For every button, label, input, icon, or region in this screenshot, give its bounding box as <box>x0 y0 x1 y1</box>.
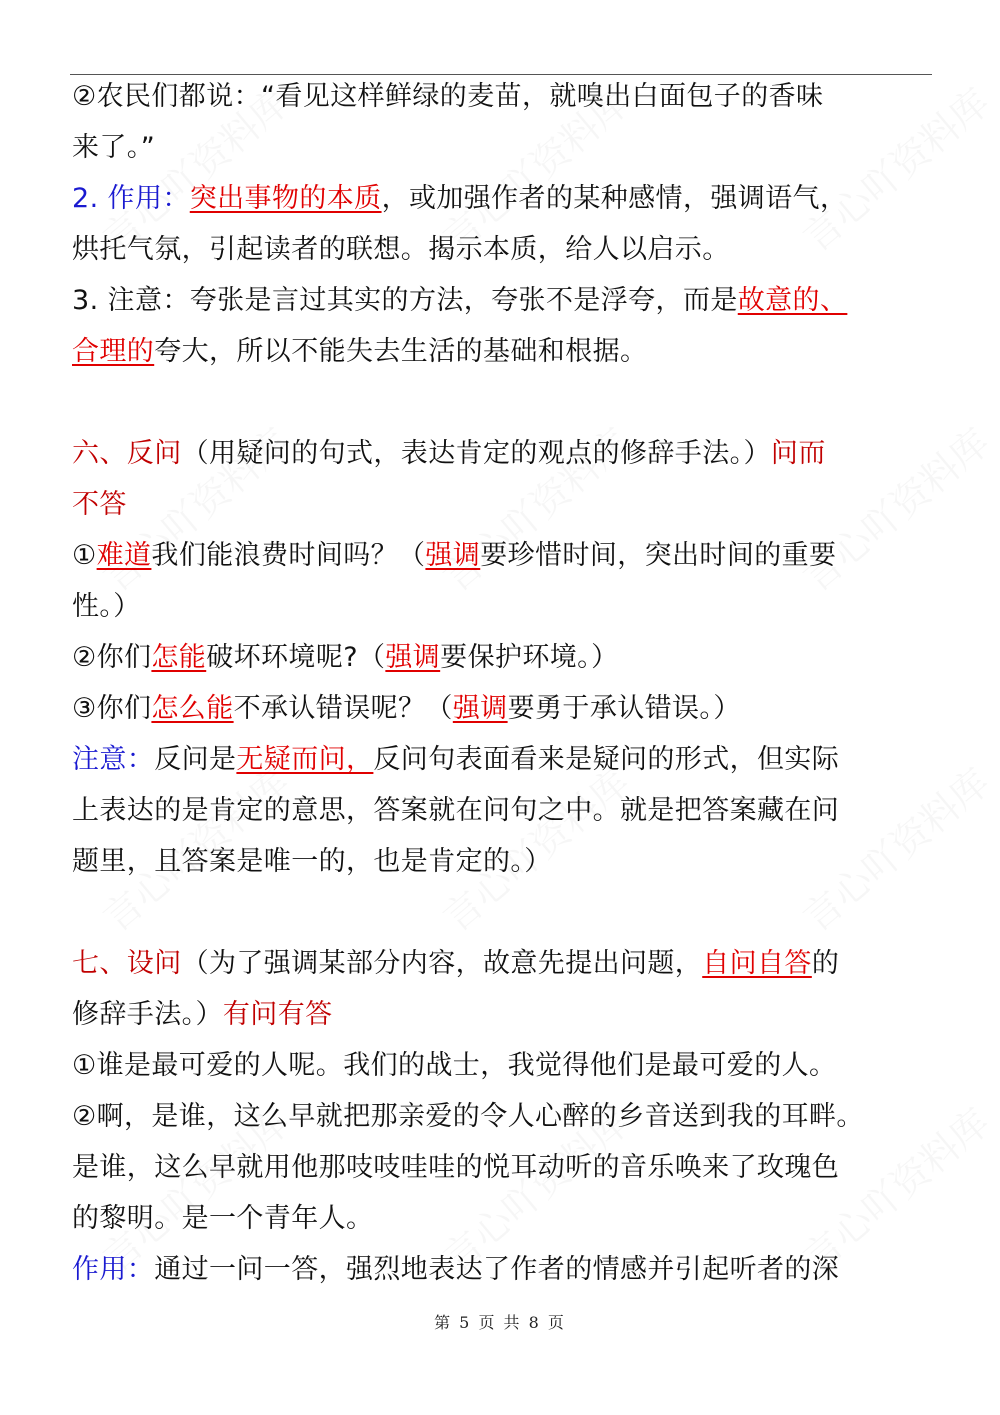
emphasis-text: 怎么能 <box>151 693 234 724</box>
text-line <box>72 590 141 624</box>
emphasis-text: 怎能 <box>151 642 207 673</box>
body-text: 来了。” <box>72 132 156 163</box>
header-rule <box>70 74 932 75</box>
emphasis-text: 强调 <box>425 540 481 571</box>
body-text: 反问句表面看来是疑问的形式，但实际 <box>373 744 840 775</box>
body-text: ，或加强作者的某种感情，强调语气， <box>381 183 848 214</box>
text-line <box>72 794 839 828</box>
emphasis-text: 自问自答 <box>702 948 812 979</box>
body-text: 通过一问一答，强烈地表达了作者的情感并引起听者的深 <box>154 1254 840 1285</box>
text-line <box>72 488 127 522</box>
body-text: （为了强调某部分内容，故意先提出问题， <box>181 948 703 979</box>
body-text: 的黎明。是一个青年人。 <box>72 1203 374 1234</box>
text-line <box>72 692 741 726</box>
text-line <box>72 998 333 1032</box>
body-text: ③你们 <box>72 693 152 724</box>
body-text: （用疑问的句式，表达肯定的观点的修辞手法。） <box>181 438 771 469</box>
text-line <box>72 947 839 981</box>
body-text: 我们能浪费时间吗？（ <box>151 540 426 571</box>
emphasis-text: 合理的 <box>72 336 155 367</box>
body-text: 是谁，这么早就用他那吱吱哇哇的悦耳动听的音乐唤来了玫瑰色 <box>72 1152 840 1183</box>
text-line <box>72 182 847 216</box>
emphasis-text: 强调 <box>452 693 508 724</box>
text-line <box>72 131 155 165</box>
text-line <box>72 1049 836 1083</box>
text-line <box>72 80 823 114</box>
body-text: 要勇于承认错误。） <box>507 693 741 724</box>
page-number: 第 5 页 共 8 页 <box>434 1313 566 1332</box>
body-text: 烘托气氛，引起读者的联想。揭示本质，给人以启示。 <box>72 234 730 265</box>
emphasis-text: 难道 <box>96 540 152 571</box>
body-text: 题里，且答案是唯一的，也是肯定的。） <box>72 846 552 877</box>
text-line <box>72 437 826 471</box>
text-line <box>72 1100 864 1134</box>
text-line <box>72 284 847 318</box>
section-heading: 六、反问 <box>72 438 182 469</box>
emphasis-text: 突出事物的本质 <box>189 183 382 214</box>
body-text: ②啊，是谁，这么早就把那亲爱的令人心醉的乡音送到我的耳畔。 <box>72 1101 864 1132</box>
emphasis-text: 强调 <box>385 642 441 673</box>
section-heading: 问而 <box>770 438 826 469</box>
body-text: 要保护环境。） <box>440 642 619 673</box>
section-heading: 有问有答 <box>222 999 333 1030</box>
label-text: 作用： <box>72 1254 155 1285</box>
body-text: 修辞手法。） <box>72 999 223 1030</box>
body-text: ①谁是最可爱的人呢。我们的战士，我觉得他们是最可爱的人。 <box>72 1050 837 1081</box>
text-line <box>72 335 647 369</box>
section-heading: 不答 <box>72 489 127 520</box>
body-text: 不承认错误呢？（ <box>233 693 453 724</box>
text-line <box>72 1151 839 1185</box>
body-text: 夸大，所以不能失去生活的基础和根据。 <box>154 336 648 367</box>
body-text: ① <box>72 540 97 571</box>
text-line <box>72 233 730 267</box>
body-text: 性。） <box>72 591 141 622</box>
body-text: 的 <box>811 948 840 979</box>
label-text: 2. 作用： <box>72 183 190 214</box>
body-text: 要珍惜时间，突出时间的重要 <box>480 540 837 571</box>
body-text: ②农民们都说：“看见这样鲜绿的麦苗，就嗅出白面包子的香味 <box>72 81 824 112</box>
emphasis-text: 故意的、 <box>737 285 848 316</box>
body-text: 反问是 <box>154 744 237 775</box>
label-text: 注意： <box>72 744 155 775</box>
text-line <box>72 743 839 777</box>
text-line <box>72 1202 373 1236</box>
text-line <box>72 641 618 675</box>
body-text: 破坏环境呢?（ <box>206 642 386 673</box>
emphasis-text: 无疑而问， <box>236 744 374 775</box>
text-line <box>72 539 836 573</box>
watermark <box>789 753 999 942</box>
text-line <box>72 1253 839 1287</box>
body-text: ②你们 <box>72 642 152 673</box>
text-line <box>72 845 552 879</box>
section-heading: 七、设问 <box>72 948 182 979</box>
body-text: 上表达的是肯定的意思，答案就在问句之中。就是把答案藏在问 <box>72 795 840 826</box>
body-text: 3. 注意：夸张是言过其实的方法，夸张不是浮夸，而是 <box>72 285 738 316</box>
